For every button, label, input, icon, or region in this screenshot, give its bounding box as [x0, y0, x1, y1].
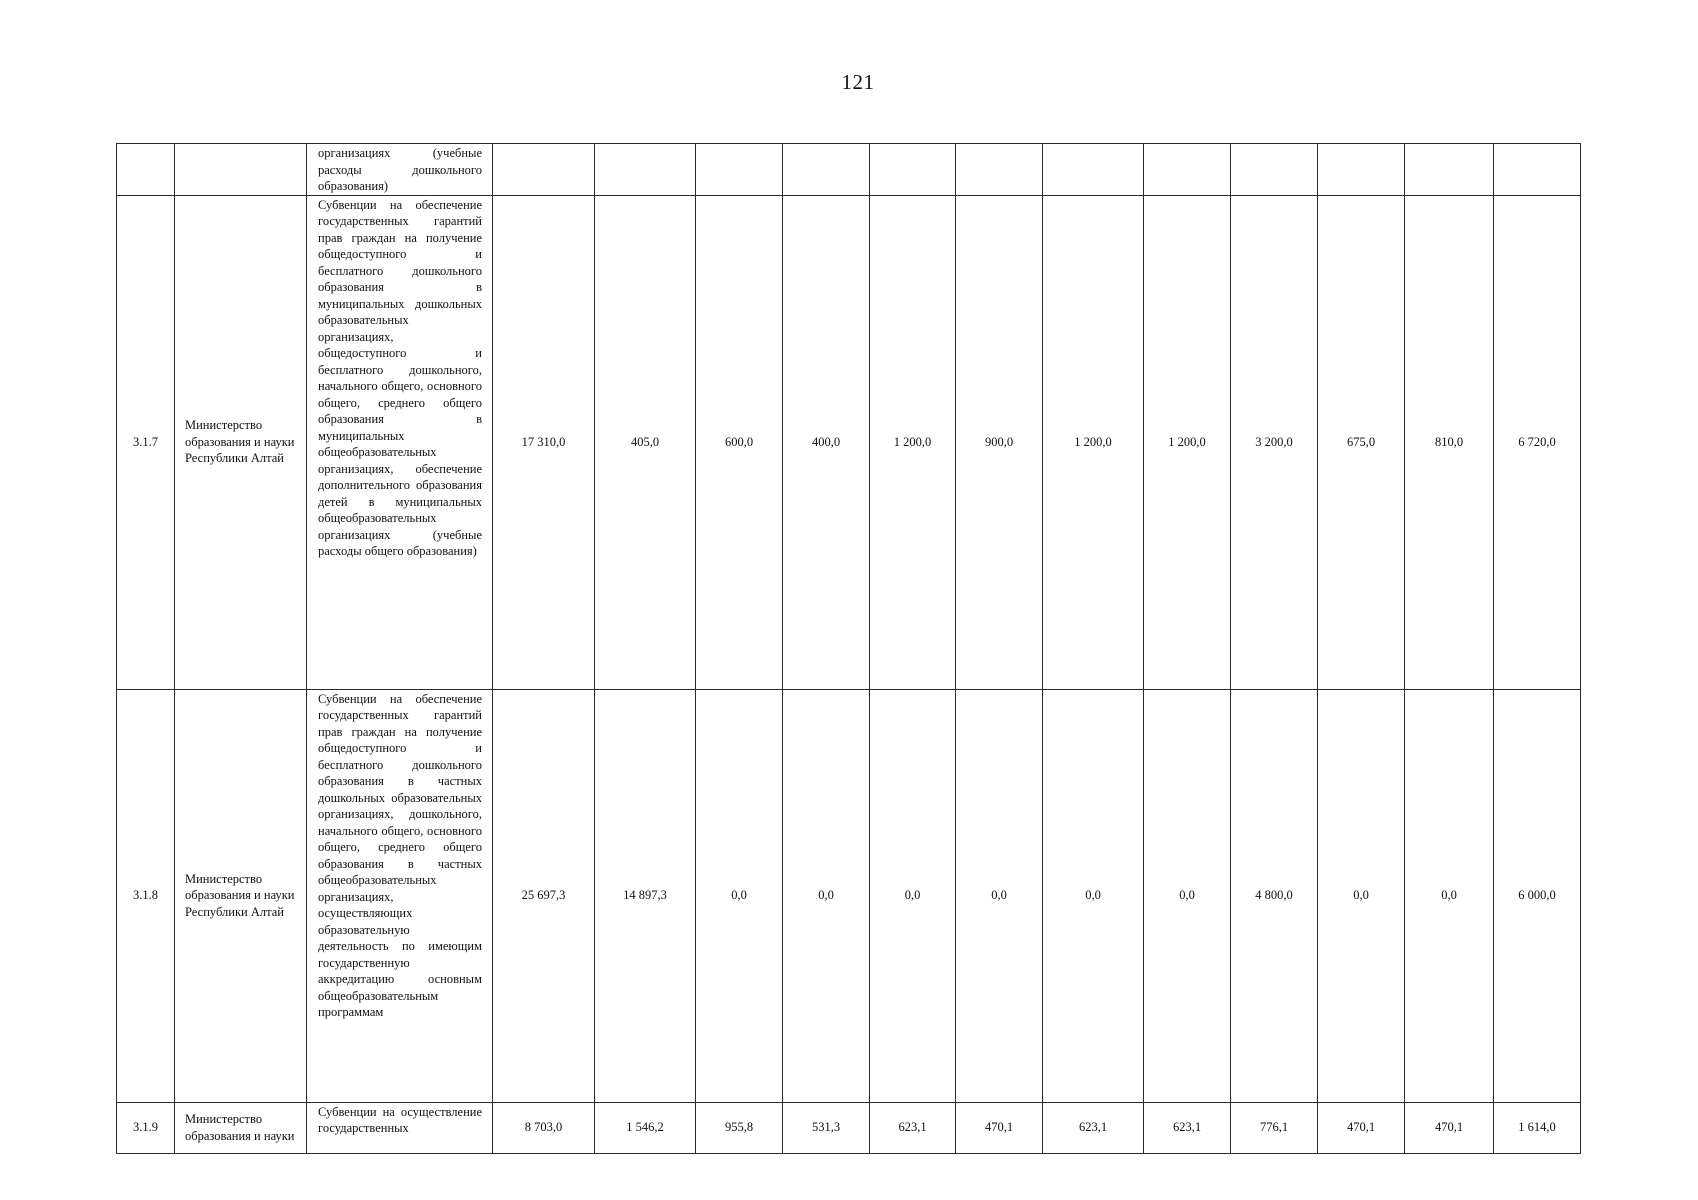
- value-cell-total: 8 703,0: [493, 1102, 595, 1153]
- description-text: организациях (учебные расходы дошкольного образования): [318, 146, 482, 193]
- value-cell: 470,1: [956, 1102, 1043, 1153]
- row-id-cell: 3.1.8: [117, 689, 175, 1102]
- value-cell: 0,0: [1318, 689, 1405, 1102]
- value-cell: [595, 144, 696, 196]
- value-cell: 900,0: [956, 195, 1043, 689]
- budget-table: [116, 143, 1581, 1154]
- description-text: Субвенции на осуществление государственных: [318, 1104, 482, 1135]
- description-cell: [307, 1102, 493, 1153]
- table-row: [117, 144, 1581, 196]
- table-row: [117, 195, 1581, 689]
- value-cell: 955,8: [696, 1102, 783, 1153]
- value-cell: 3 200,0: [1231, 195, 1318, 689]
- description-text: Субвенции на обеспечение государственных гарантий прав граждан на получение общедоступного и бесплатного дошкольного образования в частных дошкольных образовательных организациях, дошкольного, начального общего, основного общего, среднего общего образования в частных общеобразовательных организациях, осуществляющих образовательную деятельность по имеющим государственную аккредитацию основным общеобразовательным программам: [318, 691, 482, 1019]
- value-cell: [1144, 144, 1231, 196]
- value-cell: 470,1: [1318, 1102, 1405, 1153]
- value-cell-total: 17 310,0: [493, 195, 595, 689]
- value-cell: [956, 144, 1043, 196]
- value-cell: 6 000,0: [1494, 689, 1581, 1102]
- value-cell: 4 800,0: [1231, 689, 1318, 1102]
- value-cell: 0,0: [783, 689, 870, 1102]
- value-cell: 623,1: [870, 1102, 956, 1153]
- description-cell: [307, 195, 493, 689]
- value-cell: 470,1: [1405, 1102, 1494, 1153]
- value-cell: 623,1: [1144, 1102, 1231, 1153]
- value-cell: 400,0: [783, 195, 870, 689]
- value-cell: 600,0: [696, 195, 783, 689]
- agency-cell: [175, 144, 307, 196]
- value-cell: 14 897,3: [595, 689, 696, 1102]
- row-id-cell: 3.1.9: [117, 1102, 175, 1153]
- value-cell: 623,1: [1043, 1102, 1144, 1153]
- value-cell: 1 200,0: [870, 195, 956, 689]
- value-cell: [783, 144, 870, 196]
- value-cell: 675,0: [1318, 195, 1405, 689]
- value-cell-total: 25 697,3: [493, 689, 595, 1102]
- value-cell: 0,0: [956, 689, 1043, 1102]
- description-text: Субвенции на обеспечение государственных гарантий прав граждан на получение общедоступного и бесплатного дошкольного образования в муниципальных дошкольных образовательных организациях, общедоступного и бесплатного дошкольного, начального общего, основного общего, среднего общего образования в муниципальных общеобразовательных организациях, обеспечение дополнительного образования детей в муниципальных общеобразовательных организациях (учебные расходы общего образования): [318, 197, 482, 558]
- value-cell: 6 720,0: [1494, 195, 1581, 689]
- value-cell: [1231, 144, 1318, 196]
- value-cell: 1 200,0: [1043, 195, 1144, 689]
- row-id-cell: [117, 144, 175, 196]
- value-cell: [1043, 144, 1144, 196]
- table-row: [117, 689, 1581, 1102]
- page-number: 121: [841, 70, 875, 94]
- value-cell: [1318, 144, 1405, 196]
- value-cell: 531,3: [783, 1102, 870, 1153]
- value-cell: 0,0: [870, 689, 956, 1102]
- value-cell: [696, 144, 783, 196]
- value-cell: [870, 144, 956, 196]
- agency-cell: Министерство образования и науки Республики Алтай: [175, 689, 307, 1102]
- value-cell: 0,0: [1043, 689, 1144, 1102]
- value-cell: 1 200,0: [1144, 195, 1231, 689]
- agency-cell: Министерство образования и науки Республики Алтай: [175, 195, 307, 689]
- description-cell: [307, 689, 493, 1102]
- value-cell: 0,0: [1144, 689, 1231, 1102]
- value-cell-total: [493, 144, 595, 196]
- value-cell: [1405, 144, 1494, 196]
- value-cell: 0,0: [1405, 689, 1494, 1102]
- value-cell: 0,0: [696, 689, 783, 1102]
- value-cell: 810,0: [1405, 195, 1494, 689]
- value-cell: [1494, 144, 1581, 196]
- description-cell: [307, 144, 493, 196]
- value-cell: 405,0: [595, 195, 696, 689]
- value-cell: 776,1: [1231, 1102, 1318, 1153]
- agency-cell: Министерство образования и науки: [175, 1102, 307, 1153]
- row-id-cell: 3.1.7: [117, 195, 175, 689]
- value-cell: 1 546,2: [595, 1102, 696, 1153]
- value-cell: 1 614,0: [1494, 1102, 1581, 1153]
- table-row: [117, 1102, 1581, 1153]
